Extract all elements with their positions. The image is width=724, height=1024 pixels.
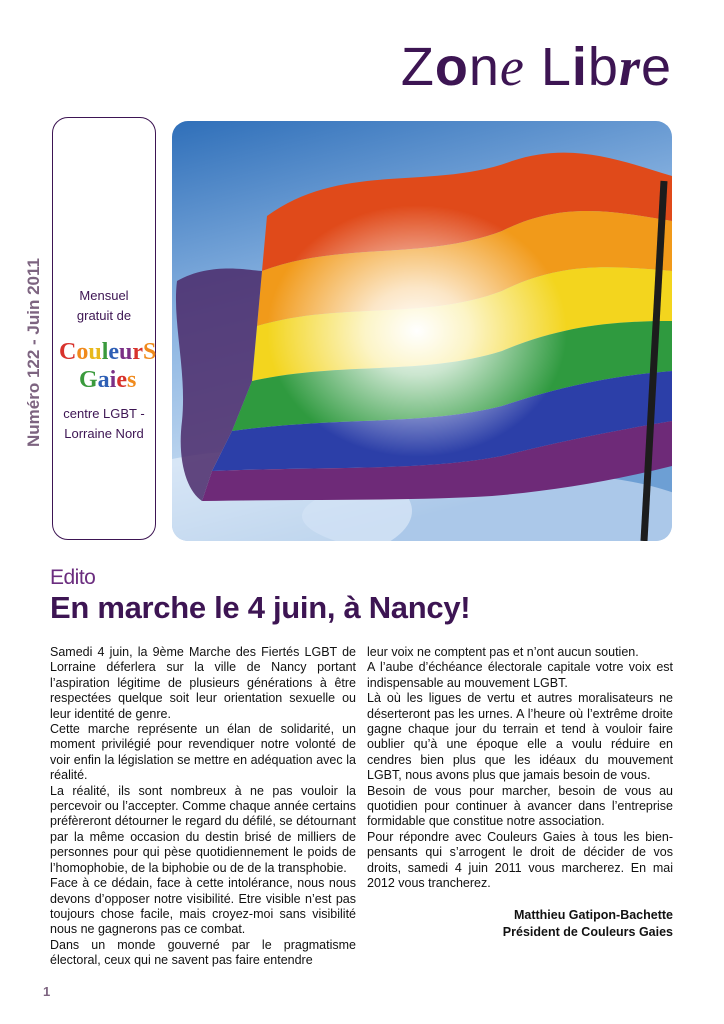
sidebar-line-lorraine: Lorraine Nord — [64, 426, 144, 441]
article-paragraph: Samedi 4 juin, la 9ème Marche des Fiertés LGBT de Lorraine déferlera sur la ville de Nancy portant l’aspiration légitime de plusieurs générations à être respectées quelque soit leur orientation sexuelle ou leur identité de genre. — [50, 645, 356, 721]
logo-line-gaies: Gaies — [79, 367, 137, 393]
sidebar-intro — [53, 286, 155, 326]
article-paragraph: Cette marche représente un élan de solidarité, un moment privilégié pour revendiquer notre volonté de voir enfin la législation se mettre en adéquation avec la réalité. — [50, 722, 356, 783]
sidebar-line-gratuit: gratuit de — [76, 308, 132, 323]
issue-number: Numéro 122 - Juin 2011 — [24, 258, 43, 447]
article-paragraph: A l’aube d’échéance électorale capitale votre voix est indispensable au mouvement LGBT. — [367, 660, 673, 690]
article-paragraph: La réalité, ils sont nombreux à ne pas vouloir la percevoir ou l’accepter. Comme chaque année certains préfèreront détourner le regard du défilé, se détournant par la même occasion du destin brisé de milliers de personnes pour qui pèse quotidiennement le poids de l’homophobie, de la biphobie ou de de la transphobie. — [50, 783, 356, 875]
article-paragraph: Pour répondre avec Couleurs Gaies à tous les bien-pensants qui s’arrogent le droit de décider de vos droits, samedi 4 juin 2011 vous marcherez. En mai 2012 vous trancherez. — [367, 829, 673, 891]
logo-line-couleurs: CouleurS — [59, 339, 157, 365]
article-paragraph: Face à ce dédain, face à cette intolérance, nous nous devons d’opposer notre visibilité. Etre visible n’est pas toujours chose facile, mais croyez-moi sans visibilité nous ne gagnerons pas ce combat. — [50, 876, 356, 937]
sidebar-line-mensuel: Mensuel — [79, 288, 129, 303]
sidebar-line-centre: centre LGBT - — [63, 406, 145, 421]
article-column-right — [367, 645, 673, 941]
masthead-title: Zone Libre — [400, 37, 672, 97]
sidebar-centre — [53, 404, 155, 444]
page-number: 1 — [43, 984, 51, 999]
article-column-left — [50, 645, 356, 969]
section-label: Edito — [50, 566, 96, 589]
signature-name: Matthieu Gatipon-Bachette — [513, 907, 673, 922]
signature-title: Président de Couleurs Gaies — [502, 924, 673, 939]
signature — [367, 907, 673, 941]
article-headline: En marche le 4 juin, à Nancy! — [50, 590, 471, 625]
article-paragraph: leur voix ne comptent pas et n’ont aucun soutien. — [367, 645, 639, 659]
article-paragraph: Là où les ligues de vertu et autres moralisateurs ne déserteront pas les urnes. A l’heure où l’extrême droite gagne chaque jour du terrain et tend à vouloir faire oublier qu’à une époque elle a voulu réduire en cendres bien plus que les idéaux du mouvement LGBT, nous avons plus que jamais besoin de vous. — [367, 691, 673, 783]
couleurs-gaies-logo — [57, 334, 157, 404]
article-paragraph: Besoin de vous pour marcher, besoin de vous au quotidien pour continuer à avancer dans l’entreprise formidable que constitue notre association. — [367, 783, 673, 829]
rainbow-flag-photo — [172, 121, 672, 541]
rainbow-flag-icon — [172, 121, 672, 541]
article-paragraph: Dans un monde gouverné par le pragmatisme électoral, ceux qui ne savent pas faire entendre — [50, 937, 356, 968]
publisher-sidebar — [52, 117, 156, 540]
